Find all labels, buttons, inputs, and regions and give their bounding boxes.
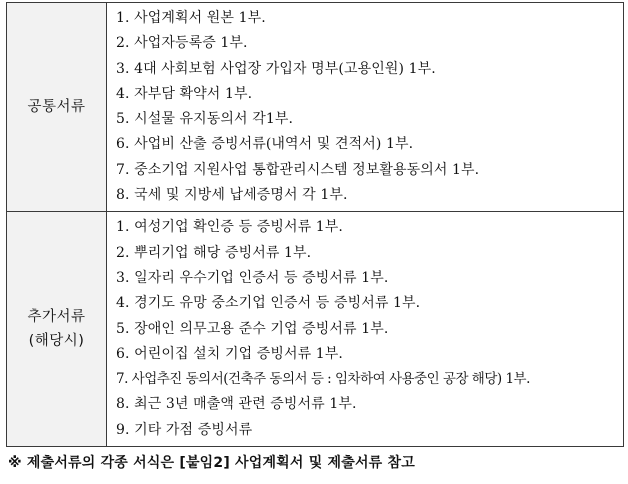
list-item: 7. 사업추진 동의서(건축주 동의서 등 : 임차하여 사용중인 공장 해당) 1부. (116, 371, 530, 388)
list-item: 1. 사업계획서 원본 1부. (116, 10, 266, 26)
required-documents-table (6, 2, 624, 447)
additional-documents-list (107, 212, 624, 447)
list-item: 8. 최근 3년 매출액 관련 증빙서류 1부. (116, 396, 357, 413)
list-item: 2. 사업자등록증 1부. (116, 35, 248, 52)
list-item: 6. 어린이집 설치 기업 증빙서류 1부. (116, 345, 343, 362)
list-item: 6. 사업비 산출 증빙서류(내역서 및 견적서) 1부. (116, 136, 414, 153)
list-item: 3. 4대 사회보험 사업장 가입자 명부(고용인원) 1부. (116, 60, 436, 77)
common-documents-list (107, 3, 624, 212)
list-item: 5. 시설물 유지동의서 각1부. (116, 111, 294, 128)
list-item: 5. 장애인 의무고용 준수 기업 증빙서류 1부. (116, 320, 389, 337)
list-item: 3. 일자리 우수기업 인증서 등 증빙서류 1부. (116, 269, 389, 286)
list-item: 4. 경기도 유망 중소기업 인증서 등 증빙서류 1부. (116, 295, 421, 312)
category-sublabel: (해당시) (28, 333, 85, 350)
additional-documents-row (7, 212, 624, 447)
list-item: 7. 중소기업 지원사업 통합관리시스템 정보활용동의서 1부. (116, 161, 480, 178)
category-label: 추가서류 (27, 309, 86, 326)
category-label: 공통서류 (27, 99, 86, 116)
list-item: 4. 자부담 확약서 1부. (116, 85, 253, 102)
list-item: 2. 뿌리기업 해당 증빙서류 1부. (116, 244, 312, 261)
common-documents-row (7, 3, 624, 212)
footnote: ※ 제출서류의 각종 서식은 [붙임2] 사업계획서 및 제출서류 참고 (8, 455, 415, 471)
list-item: 1. 여성기업 확인증 등 증빙서류 1부. (116, 219, 343, 236)
list-item: 8. 국세 및 지방세 납세증명서 각 1부. (116, 187, 348, 204)
additional-documents-category (7, 212, 107, 447)
common-documents-category (7, 3, 107, 212)
list-item: 9. 기타 가점 증빙서류 (116, 421, 253, 438)
